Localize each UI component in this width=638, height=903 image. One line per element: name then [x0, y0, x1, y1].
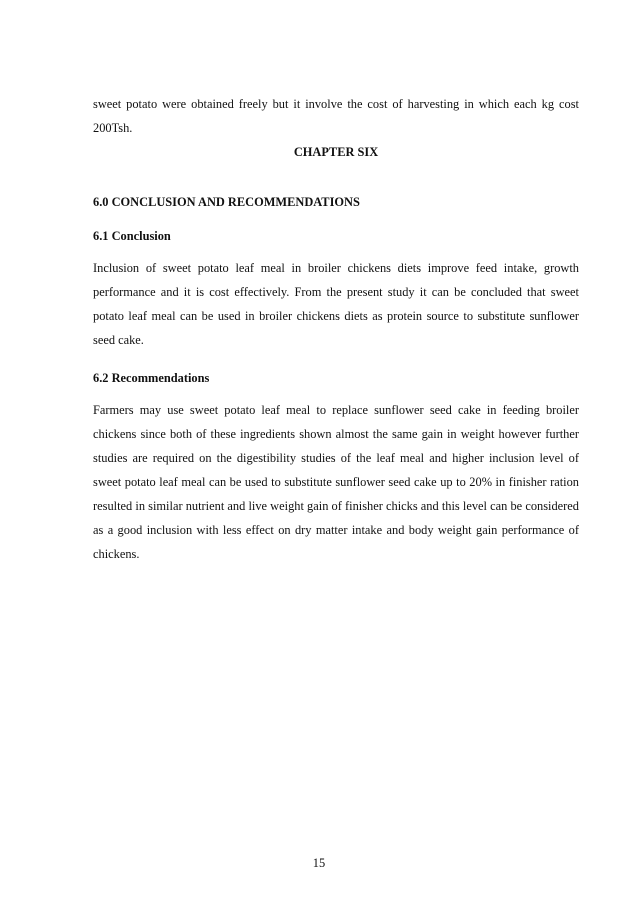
page-number: 15	[312, 856, 326, 870]
section-heading: 6.0 CONCLUSION AND RECOMMENDATIONS	[93, 195, 360, 209]
chapter-title: CHAPTER SIX	[293, 145, 379, 159]
subsection-heading-recommendations: 6.2 Recommendations	[93, 371, 210, 385]
page-body	[93, 92, 579, 566]
conclusion-paragraph: Inclusion of sweet potato leaf meal in broiler chickens diets improve feed intake, growth performance and it is cost effectively. From the present study it can be concluded that sweet potato leaf meal can be used in broiler chickens diets as protein source to substitute sunflower seed cake.	[93, 261, 579, 347]
subsection-heading-conclusion: 6.1 Conclusion	[93, 229, 171, 243]
intro-paragraph: sweet potato were obtained freely but it involve the cost of harvesting in which each kg cost 200Tsh.	[93, 97, 579, 135]
recommendations-paragraph: Farmers may use sweet potato leaf meal to replace sunflower seed cake in feeding broiler chickens since both of these ingredients shown almost the same gain in weight however further studies are required on the digestibility studies of the leaf meal and higher inclusion level of sweet potato leaf meal can be used to substitute sunflower seed cake up to 20% in finisher ration resulted in similar nutrient and live weight gain of finisher chicks and this level can be considered as a good inclusion with less effect on dry matter intake and body weight gain performance of chickens.	[93, 403, 579, 561]
